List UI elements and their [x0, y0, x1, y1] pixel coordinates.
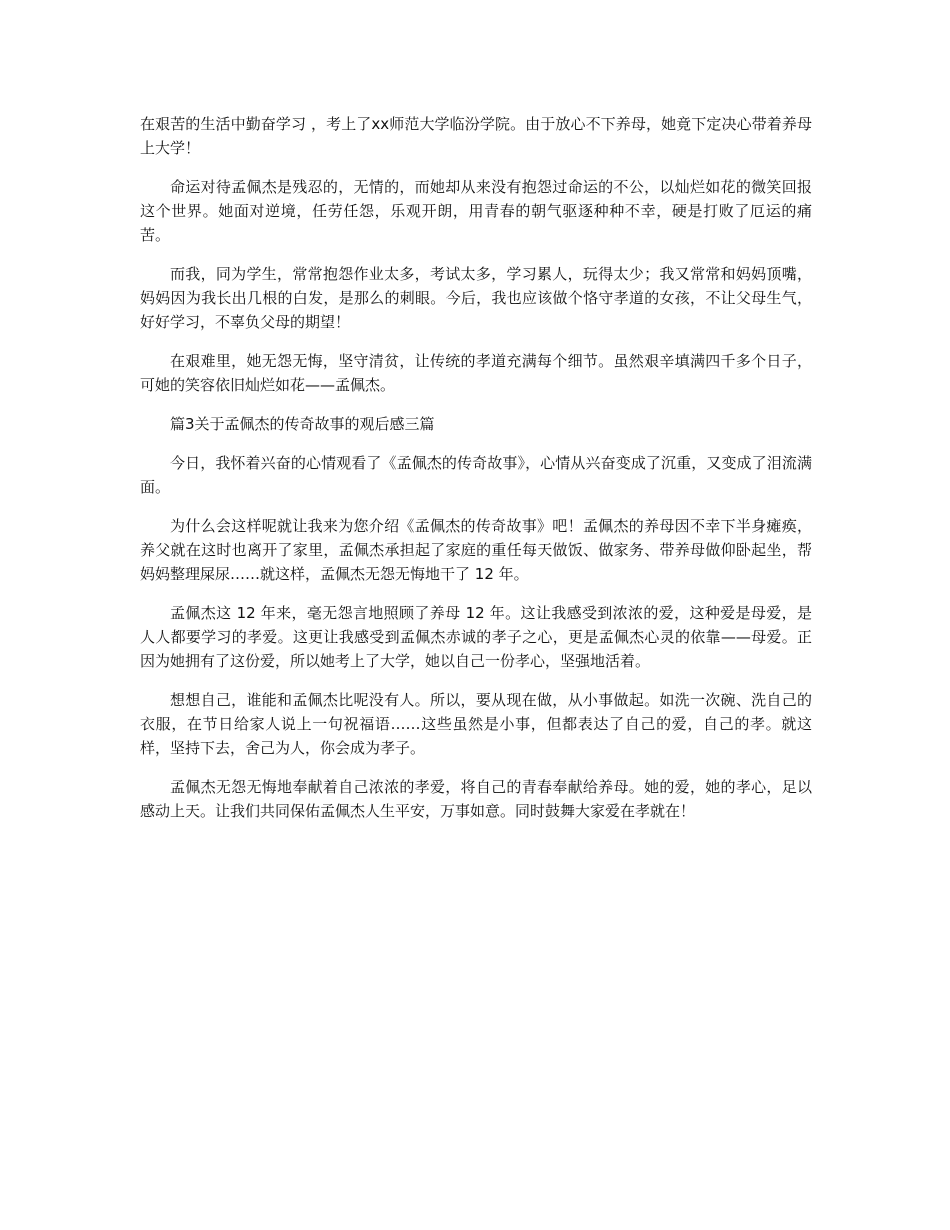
- paragraph: 孟佩杰无怨无悔地奉献着自己浓浓的孝爱，将自己的青春奉献给养母。她的爱，她的孝心，足以感动上天。让我们共同保佑孟佩杰人生平安，万事如意。同时鼓舞大家爱在孝就在！: [140, 778, 812, 820]
- paragraph: 为什么会这样呢就让我来为您介绍《孟佩杰的传奇故事》吧！孟佩杰的养母因不幸下半身瘫痪，养父就在这时也离开了家里，孟佩杰承担起了家庭的重任每天做饭、做家务、带养母做仰卧起坐，帮妈妈整理屎尿……就这样，孟佩杰无怨无悔地干了 12 年。: [140, 517, 812, 583]
- document-body: [140, 112, 812, 838]
- paragraph: 孟佩杰这 12 年来，毫无怨言地照顾了养母 12 年。这让我感受到浓浓的爱，这种爱是母爱，是人人都要学习的孝爱。这更让我感受到孟佩杰赤诚的孝子之心，更是孟佩杰心灵的依靠——母爱。正因为她拥有了这份爱，所以她考上了大学，她以自己一份孝心，坚强地活着。: [140, 604, 812, 670]
- paragraph: 在艰难里，她无怨无悔，坚守清贫，让传统的孝道充满每个细节。虽然艰辛填满四千多个日子，可她的笑容依旧灿烂如花——孟佩杰。: [140, 352, 812, 394]
- section-heading: 篇3关于孟佩杰的传奇故事的观后感三篇: [170, 415, 435, 433]
- paragraph: 命运对待孟佩杰是残忍的，无情的，而她却从来没有抱怨过命运的不公，以灿烂如花的微笑回报这个世界。她面对逆境，任劳任怨，乐观开朗，用青春的朝气驱逐种种不幸，硬是打败了厄运的痛苦。: [140, 178, 812, 244]
- paragraph: 今日，我怀着兴奋的心情观看了《孟佩杰的传奇故事》，心情从兴奋变成了沉重，又变成了泪流满面。: [140, 454, 812, 496]
- paragraph: 想想自己，谁能和孟佩杰比呢没有人。所以，要从现在做，从小事做起。如洗一次碗、洗自己的衣服，在节日给家人说上一句祝福语……这些虽然是小事，但都表达了自己的爱，自己的孝。就这样，坚持下去，舍己为人，你会成为孝子。: [140, 691, 812, 757]
- paragraph-continuation: 在艰苦的生活中勤奋学习 ，考上了xx师范大学临汾学院。由于放心不下养母，她竟下定决心带着养母上大学！: [140, 115, 812, 157]
- paragraph: 而我，同为学生，常常抱怨作业太多，考试太多，学习累人，玩得太少；我又常常和妈妈顶嘴，妈妈因为我长出几根的白发，是那么的刺眼。今后，我也应该做个恪守孝道的女孩，不让父母生气，好好学习，不辜负父母的期望！: [140, 265, 812, 331]
